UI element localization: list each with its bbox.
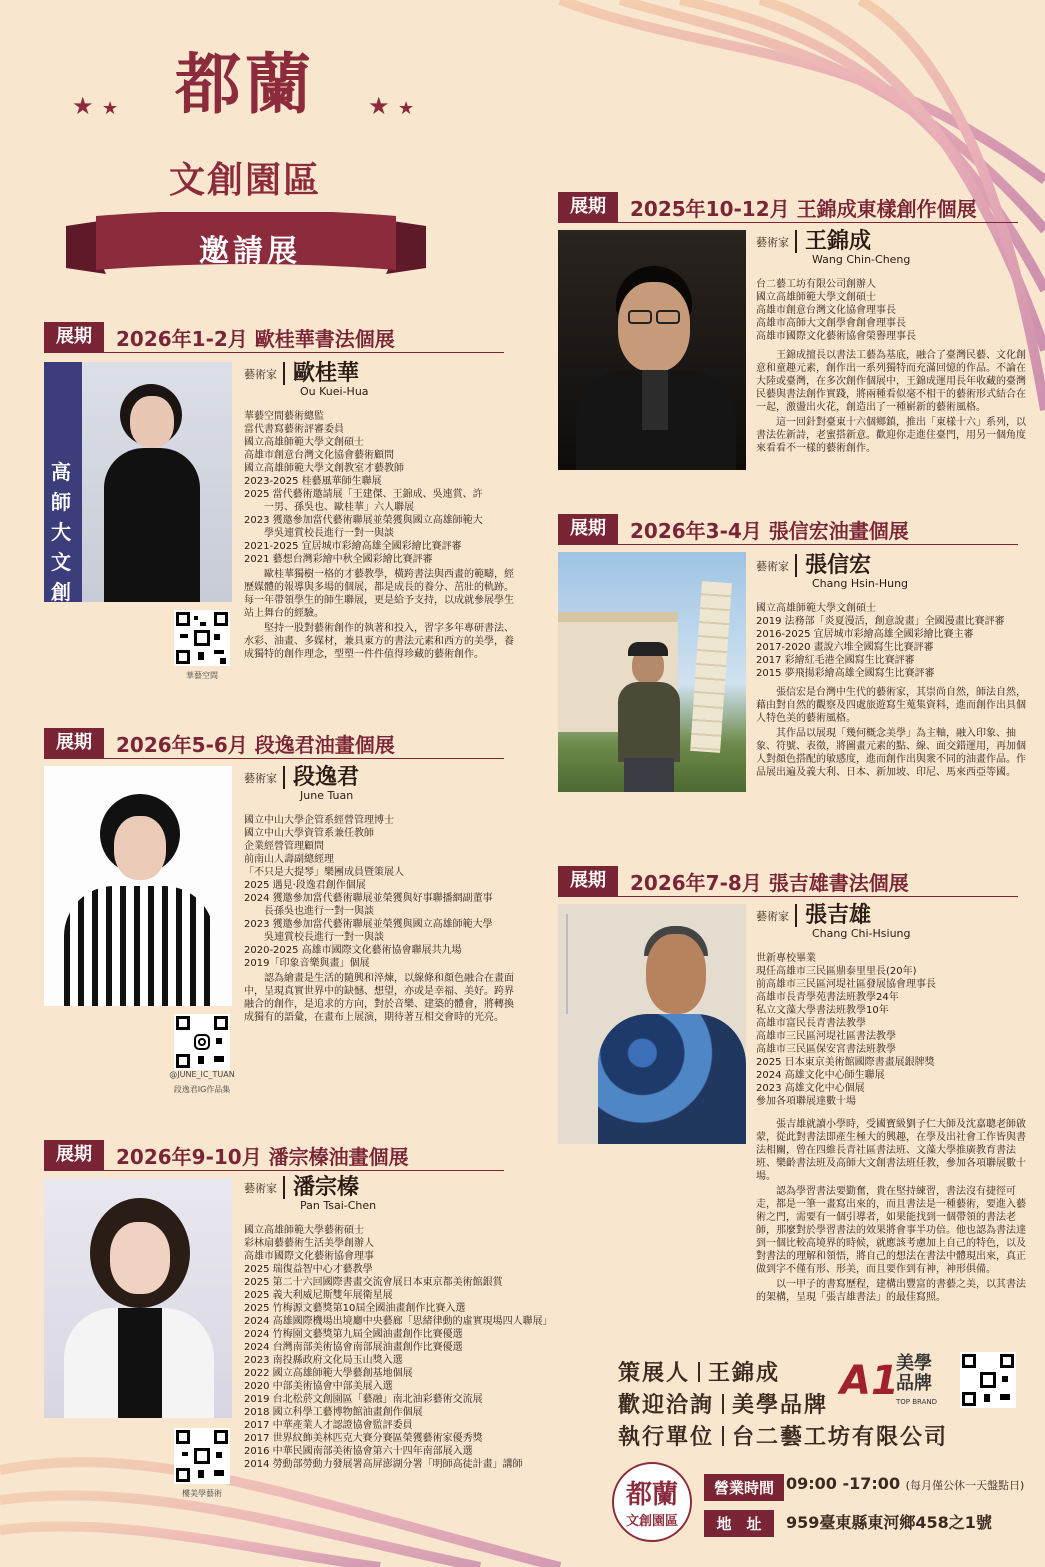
logo-title: 都蘭 [175,46,315,123]
bio-line: 高雄市三民區河堤社區書法教學 [756,1031,896,1043]
bio-line: 2025 當代藝術邀請展「王建傑、王錦成、吳連賞、許 [244,489,483,501]
bio-line: 企業經營管理顧問 [244,841,324,853]
bio-line: 國立高雄師範大學文創碩士 [244,437,364,449]
exhibit-title: 2025年10-12月 王錦成東樣創作個展 [630,196,977,221]
star-icon: ★ [368,92,390,120]
bio-line: 國立高雄師範大學藝術碩士 [244,1225,364,1237]
divider [44,1170,504,1171]
bio-line: 國立高雄師範大學文創教室才藝教師 [244,463,404,475]
qr-code[interactable] [960,1352,1016,1408]
divider [44,758,504,759]
exhibit-period-tag: 展期 [44,322,104,352]
star-icon: ★ [398,98,415,119]
footer-logo-subtitle: 文創園區 [625,1514,678,1529]
brand-text: 美學品牌 [896,1353,932,1394]
artist-info [756,554,1026,779]
artist-label: 藝術家 [244,771,277,785]
bio-line: 2018 國立科學工藝博物館油畫創作個展 [244,1407,423,1419]
bio-line: 2019 法務部「炎夏漫活，創意說畫」全國漫畫比賽評審 [756,616,1005,628]
bio-line: 華藝空間藝術總監 [244,411,324,423]
brand-logo [840,1354,950,1414]
artist-photo [558,552,746,792]
logo-subtitle: 文創園區 [168,160,321,201]
brand-english: TOP BRAND [896,1398,938,1406]
bio-line: 2023 高雄文化中心個展 [756,1083,865,1095]
qr-handle: @JUNE_IC_TUAN [169,1070,235,1079]
artist-info [244,1176,614,1471]
bio-line: 高雄市創意台灣文化協會藝術顧問 [244,450,394,462]
bio-line: 2015 夢飛揚彩繪高雄全國寫生比賽評審 [756,668,935,680]
artist-bio [244,410,514,566]
artist-bio [756,602,1026,680]
artist-info [756,904,1026,1108]
artist-label: 藝術家 [244,367,277,381]
curator-label: 策展人 [618,1361,691,1386]
exhibit-title: 2026年3-4月 張信宏油畫個展 [630,518,909,543]
artist-name: 王錦成 [795,230,871,253]
qr-caption: 段逸君IG作品集 [173,1085,231,1094]
section-header [44,322,395,352]
hours-value [786,1474,1024,1493]
bio-line: 彩林扇藝藝術生活美學創辦人 [244,1238,374,1250]
bio-line: 2019 台北松菸文創園區「藝融」南北油彩藝術交流展 [244,1394,483,1406]
artist-label: 藝術家 [756,559,789,573]
bio-line: 「不只是大提琴」樂團成員暨策展人 [244,867,404,879]
bio-line: 2020 中部美術協會中部美展入選 [244,1381,393,1393]
contact-label: 歡迎洽詢 [618,1393,715,1418]
qr-caption: 樓美學藝術 [182,1489,222,1498]
address-tag: 地 址 [704,1510,774,1537]
bio-line: 高雄市國際文化藝術協會理事 [244,1251,374,1263]
bio-line: 長孫吳也進行一對一與談 [244,906,374,918]
bio-line: 2023 獲邀參加當代藝術聯展並榮獲與國立高雄師範大 [244,515,483,527]
artist-name: 潘宗榛 [283,1176,359,1199]
artist-description: 其作品以展現「幾何概念美學」為主軸，融入印象、抽象、符號、表徵，將圖畫元素的點、線、面交錯運用，再加個人對顏色搭配的敏感度，進而創作出與衆不同的油畫作品。作品展出遍及義大利、日本、新加坡、印尼、馬來西亞等國。 [756,728,1026,779]
divider [44,352,504,353]
bio-line: 2022 國立高雄師範大學藝創基地個展 [244,1368,413,1380]
artist-photo [558,230,746,470]
bio-line: 高雄市高師大文創學會創會理事長 [756,318,906,330]
artist-label: 藝術家 [756,909,789,923]
bio-line: 2023-2025 桂藝風華師生聯展 [244,476,382,488]
bio-line: 參加各項聯展達數十場 [756,1096,856,1108]
section-header [44,728,395,758]
bio-line: 當代書寫藝術評審委員 [244,424,344,436]
hours-time: 09:00 -17:00 [786,1474,901,1493]
organizer-value: 台二藝工坊有限公司 [732,1425,949,1450]
bio-line: 私立文藻大學書法班教學10年 [756,1005,889,1017]
bio-line: 2019「印象音樂與畫」個展 [244,958,370,970]
artist-description: 認為學習書法要勤奮，貴在堅持練習，書法沒有捷徑可走，都是一筆一畫寫出來的，而且書法是一種藝術，要進入藝術之門，需要有一個引導者，如果能找到一個帶領的書法老師，那麼對於學習書法的效果將會事半功倍。他也認為書法達到一個比較高境界的時候，就應該考慮加上自己的特色，以及對書法的理解和領悟，將自己的想法在書法中體現出來，真正做到字不僅有形、形美，而且要作到有神，神形俱備。 [756,1186,1026,1275]
artist-description: 堅持一股對藝術創作的執著和投入，習字多年專研書法、水彩、油畫、多媒材，兼具東方的書法元素和西方的美學，養成獨特的創作理念，型塑一件件值得珍藏的藝術創作。 [244,623,514,661]
exhibit-title: 2026年1-2月 歐桂華書法個展 [116,326,395,351]
bio-line: 前南山人壽副總經理 [244,854,334,866]
section-header [558,866,909,896]
artist-english-name: Chang Hsin-Hung [812,577,909,591]
artist-bio [244,1224,614,1471]
artist-description: 王錦成擅長以書法工藝為基底，融合了臺灣民藝、文化創意和童趣元素，創作出一系列獨特而充滿回憶的作品。不論在大陸或臺灣，在多次創作個展中，王錦成運用長年收藏的臺灣民藝與書法創作實踐，將兩種看似毫不相干的藝術形式結合在一起，激盪出火花，創造出了一種嶄新的藝術風格。 [756,350,1026,414]
bio-line: 學吳連賞校長進行一對一與談 [244,528,394,540]
section-header [558,514,909,544]
exhibit-period-tag: 展期 [44,728,104,758]
star-icon: ★ [72,92,94,120]
curator-row [618,1356,780,1387]
artist-photo [44,362,232,602]
curator-value: 王錦成 [708,1361,781,1386]
artist-photo [44,766,232,1006]
artist-english-name: June Tuan [300,789,354,803]
bio-line: 2017 世界紋飾美林匹克大賽分賽區榮獲藝術家優秀獎 [244,1433,483,1445]
artist-name: 張吉雄 [795,904,871,927]
star-icon: ★ [102,98,119,119]
exhibit-period-tag: 展期 [558,866,618,896]
exhibit-period-tag: 展期 [558,192,618,222]
bio-line: 2024 獲邀參加當代藝術聯展並榮獲與好事聯播網副董事 [244,893,493,905]
bio-line: 2024 台灣南部美術協會南部展油畫創作比賽優選 [244,1342,463,1354]
bio-line: 2024 高雄國際機場出境廳中央藝廊「思緒律動的虛實現場四人聯展」 [244,1316,553,1328]
bio-line: 2017 彩繪紅毛港全國寫生比賽評審 [756,655,915,667]
bio-line: 前高雄市三民區河堤社區發展協會理事長 [756,979,936,991]
artist-description: 認為繪畫是生活的隨興和淬煉，以線條和顏色融合在畫面中，呈現真實世界中的缺憾、想望，亦或是幸福、美好。跨界融合的創作，是追求的方向，對於音樂、建築的體會，將轉換成獨有的語彙，在畫布上展演，期待著互相交會時的光亮。 [244,973,514,1024]
exhibit-period-tag: 展期 [44,1140,104,1170]
bio-line: 一男、孫吳也、歐桂華」六人聯展 [244,502,414,514]
bio-line: 2025 遇見·段逸君創作個展 [244,880,366,892]
hours-note: (每月僅公休一天盤點日) [905,1479,1025,1492]
artist-info [244,766,514,1024]
bio-line: 高雄市長青學苑書法班教學24年 [756,992,899,1004]
artist-bio [756,952,1026,1108]
qr-code[interactable] [174,1014,230,1070]
bio-line: 2024 竹梅園文藝獎第九屆全國油畫創作比賽優選 [244,1329,463,1341]
section-header [558,192,977,222]
bio-line: 2017-2020 畫說六堆全國寫生比賽評審 [756,642,934,654]
artist-english-name: Ou Kuei-Hua [300,385,369,399]
hours-tag: 營業時間 [704,1474,784,1501]
artist-description: 張信宏是台灣中生代的藝術家，其崇尚自然，師法自然，藉由對自然的觀察及四處旅遊寫生蒐集資料，進而創作出具個人特色美的藝術風格。 [756,687,1026,725]
footer-logo [612,1462,692,1542]
bio-line: 世新專校畢業 [756,953,816,965]
artist-description-block [756,1116,1026,1304]
bio-line: 2020-2025 高雄市國際文化藝術協會聯展共九場 [244,945,462,957]
bio-line: 2016-2025 宜居城市彩繪高雄全國彩繪比賽主審 [756,629,974,641]
artist-bio [244,814,514,970]
artist-bio [756,278,1026,343]
exhibit-period-tag: 展期 [558,514,618,544]
divider [558,544,1018,545]
exhibit-title: 2026年5-6月 段逸君油畫個展 [116,732,395,757]
bio-line: 高雄市創意台灣文化協會理事長 [756,305,896,317]
bio-line: 國立中山大學企管系經營管理博士 [244,815,394,827]
artist-description: 這一回針對臺東十六個鄉鎮，推出「東樣十六」系列，以書法佐新詩，老蜜搭新意。歡迎你走進住臺門，用另一個角度來看看不一樣的藝術創作。 [756,417,1026,455]
artist-description: 以一甲子的書寫歷程，建構出豐富的書藝之美，以其書法的架構，呈現「張吉雄書法」的最佳寫照。 [756,1279,1026,1303]
artist-description: 張吉雄就讀小學時，受國寶級劉子仁大師及沈嘉聰老師啟蒙，從此對書法即產生極大的興趣，在學及出社會工作皆與書法相關，曾在四維長青社區書法班、文藻大學推廣教育書法班、樂齡書法班及高師大文創書法班任教，參加各項聯展數十場。 [756,1119,1026,1182]
artist-label: 藝術家 [756,235,789,249]
bio-line: 2023 南投縣政府文化局玉山獎入選 [244,1355,403,1367]
bio-line: 現任高雄市三民區鼎泰里里長(20年) [756,966,917,978]
footer-logo-title: 都蘭 [625,1480,678,1510]
divider [558,222,1018,223]
qr-code[interactable] [174,1428,230,1484]
bio-line: 2014 勞動部勞動力發展署高屏澎湖分署「明師高徒計畫」講師 [244,1459,523,1471]
divider [558,896,1018,897]
organizer-label: 執行單位 [618,1425,715,1450]
section-header [44,1140,409,1170]
artist-name: 段逸君 [283,766,359,789]
bio-line: 2025 義大利威尼斯雙年展衛星展 [244,1290,393,1302]
bio-line: 國立高雄師範大學文創碩士 [756,292,876,304]
bio-line: 2016 中華民國南部美術協會第六十四年南部展入選 [244,1446,473,1458]
exhibit-title: 2026年9-10月 潘宗榛油畫個展 [116,1144,409,1169]
bio-line: 高雄市富民長青書法教學 [756,1018,866,1030]
bio-line: 高雄市國際文化藝術協會榮譽理事長 [756,331,916,343]
artist-description: 歐桂華獨樹一格的才藝教學，橫跨書法與西畫的範疇，經歷媒體的報導與多場的個展，都是成長的養分、茁壯的軌跡。每一年帶領學生的師生聯展，更是給予支持，以成就參展學生站上舞台的經驗。 [244,569,514,620]
qr-caption: 華藝空間 [186,671,218,680]
exhibit-title: 2026年7-8月 張吉雄書法個展 [630,870,909,895]
artist-info [244,362,514,661]
artist-english-name: Wang Chin-Cheng [812,253,911,267]
bio-line: 台二藝工坊有限公司創辦人 [756,279,876,291]
artist-photo [558,904,746,1144]
bio-line: 2021-2025 宜居城市彩繪高雄全國彩繪比賽評審 [244,541,462,553]
bio-line: 吳連賞校長進行一對一與談 [244,932,384,944]
bio-line: 2021 藝想台灣彩繪中秋全國彩繪比賽評審 [244,554,433,566]
contact-row [618,1388,828,1419]
artist-info [756,230,1026,455]
bio-line: 2017 中華產業人才認證協會監評委員 [244,1420,413,1432]
ribbon-label: 邀請展 [199,234,301,269]
address-value: 959臺東縣東河鄉458之1號 [786,1513,992,1532]
photo-banner-text: 高師大文創 [51,460,71,602]
artist-english-name: Chang Chi-Hsiung [812,927,911,941]
bio-line: 高雄市三民區保安宮書法班教學 [756,1044,896,1056]
bio-line: 2024 高雄文化中心師生聯展 [756,1070,885,1082]
artist-name: 歐桂華 [283,362,359,385]
bio-line: 2025 瑞復益智中心才藝教學 [244,1264,373,1276]
artist-photo [44,1178,232,1418]
artist-english-name: Pan Tsai-Chen [300,1199,377,1213]
bio-line: 2023 獲邀參加當代藝術聯展並榮獲與國立高雄師範大學 [244,919,493,931]
bio-line: 2025 第二十六回國際書畫交流會展日本東京都美術館銀賞 [244,1277,503,1289]
organizer-row [618,1420,948,1451]
artist-label: 藝術家 [244,1181,277,1195]
contact-value: 美學品牌 [732,1393,829,1418]
bio-line: 2025 日本東京美術館國際書畫展銀牌獎 [756,1057,935,1069]
brand-mark: A1 [840,1358,899,1404]
bio-line: 2025 竹梅源文藝獎第10屆全國油畫創作比賽入選 [244,1303,466,1315]
artist-name: 張信宏 [795,554,871,577]
bio-line: 國立中山大學資管系兼任教師 [244,828,374,840]
bio-line: 國立高雄師範大學文創碩士 [756,603,876,615]
qr-code[interactable] [174,610,230,666]
